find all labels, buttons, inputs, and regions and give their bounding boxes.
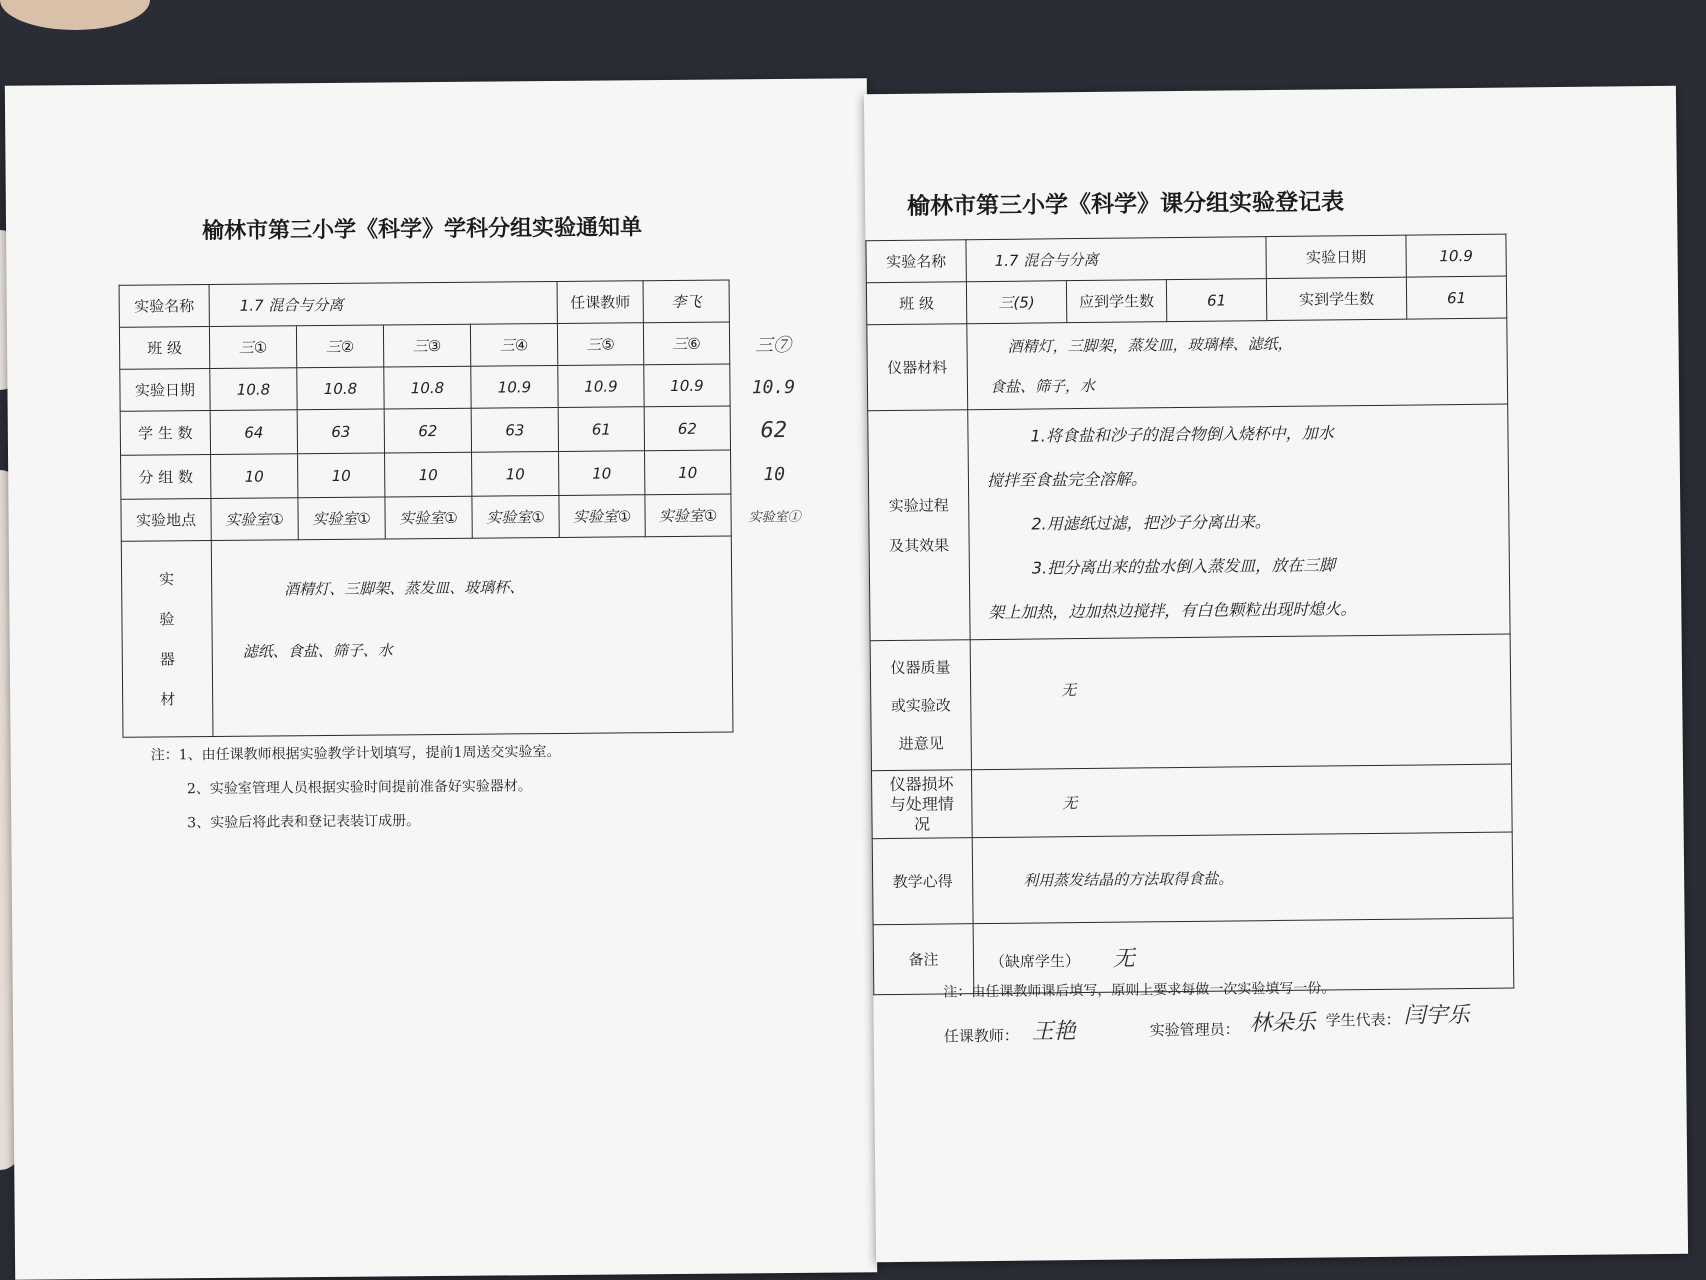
label-experiment-name: 实验名称 <box>866 240 966 283</box>
class-cell: 三⑦ <box>755 334 792 357</box>
location-cell: 实验室① <box>748 509 801 526</box>
date-value: 10.9 <box>1406 234 1506 277</box>
students-cell: 62 <box>760 417 788 444</box>
equipment-line: 滤纸、食盐、筛子、水 <box>242 641 393 661</box>
class-cell: 三④ <box>470 323 557 366</box>
teacher-signature: 王艳 <box>1031 1019 1076 1045</box>
student-signature: 闫宇乐 <box>1403 1002 1470 1029</box>
groups-cell: 10 <box>385 452 472 497</box>
class-cell: 三① <box>209 326 296 369</box>
groups-cell: 10 <box>645 450 731 495</box>
process-line: 3.把分离出来的盐水倒入蒸发皿，放在三脚 <box>1031 554 1336 578</box>
date-cell: 10.9 <box>558 365 644 408</box>
label-process-line: 实验过程 <box>888 495 949 515</box>
label-process <box>868 410 970 641</box>
label-date: 实验日期 <box>1266 235 1406 278</box>
register-footer-note: 注：由任课教师课后填写，原则上要求每做一次实验填写一份。 <box>943 980 1336 1001</box>
students-cell: 63 <box>297 409 384 454</box>
materials-value <box>967 318 1508 410</box>
experiment-name-value: 1.7 混合与分离 <box>966 237 1266 282</box>
label-class: 班 级 <box>119 327 209 370</box>
extra-class-column <box>737 325 811 540</box>
groups-cell: 10 <box>211 454 298 499</box>
equipment-line: 酒精灯、三脚架、蒸发皿、玻璃杯、 <box>284 578 525 599</box>
equipment-value <box>211 536 733 737</box>
notice-form-title: 榆林市第三小学《科学》学科分组实验通知单 <box>201 215 643 245</box>
location-cell: 实验室① <box>211 498 298 541</box>
materials-line: 酒精灯，三脚架，蒸发皿，玻璃棒、滤纸， <box>1007 334 1293 356</box>
label-equipment-char: 材 <box>160 689 176 708</box>
reflection-value: 利用蒸发结晶的方法取得食盐。 <box>972 832 1513 924</box>
class-cell: 三⑥ <box>643 322 729 365</box>
label-equipment-char: 验 <box>159 609 175 628</box>
label-actual-students: 实到学生数 <box>1266 277 1406 320</box>
actual-students-value: 61 <box>1406 276 1506 319</box>
date-cell: 10.9 <box>644 364 730 407</box>
students-cell: 64 <box>210 410 297 455</box>
label-damage <box>871 770 972 839</box>
experiment-name-value: 1.7 混合与分离 <box>209 281 557 326</box>
label-class: 班 级 <box>866 282 966 325</box>
date-cell: 10.8 <box>210 368 297 411</box>
notice-form-sheet <box>5 78 877 1279</box>
date-cell: 10.8 <box>384 366 471 409</box>
groups-cell: 10 <box>472 451 559 496</box>
groups-cell: 10 <box>763 463 786 486</box>
teacher-value: 李飞 <box>643 280 729 323</box>
damage-value: 无 <box>971 764 1512 838</box>
label-reflection: 教学心得 <box>872 838 973 925</box>
label-date: 实验日期 <box>120 369 210 412</box>
label-remarks: 备注 <box>873 924 974 995</box>
expected-students-value: 61 <box>1166 279 1266 322</box>
students-cell: 61 <box>558 407 644 452</box>
materials-line: 食盐、筛子，水 <box>989 376 1096 396</box>
process-line: 1.将食盐和沙子的混合物倒入烧杯中，加水 <box>1030 422 1334 446</box>
register-form-table <box>865 234 1514 996</box>
date-cell: 10.8 <box>297 367 384 410</box>
students-cell: 62 <box>644 406 730 451</box>
date-cell: 10.9 <box>471 365 558 408</box>
location-cell: 实验室① <box>385 496 472 539</box>
label-location: 实验地点 <box>121 499 211 542</box>
label-damage-line: 况 <box>913 814 931 834</box>
label-materials: 仪器材料 <box>867 324 968 411</box>
location-cell: 实验室① <box>298 497 385 540</box>
admin-signature-label: 实验管理员： <box>1149 1020 1240 1040</box>
label-quality-line: 或实验改 <box>890 695 951 715</box>
notice-note-3: 3、实验后将此表和登记表装订成册。 <box>187 813 421 832</box>
label-quality-line: 进意见 <box>898 733 944 753</box>
register-form-sheet <box>864 86 1688 1262</box>
background-blob <box>0 0 150 30</box>
location-cell: 实验室① <box>559 495 645 538</box>
process-value <box>968 404 1510 640</box>
register-form-title: 榆林市第三小学《科学》课分组实验登记表 <box>906 189 1345 220</box>
notice-note-1: 注：1、由任课教师根据实验教学计划填写，提前1周送交实验室。 <box>150 743 561 764</box>
label-quality-line: 仪器质量 <box>890 657 951 677</box>
label-quality <box>870 640 971 771</box>
process-line: 架上加热，边加热边搅拌，有白色颗粒出现时熄火。 <box>988 598 1357 622</box>
remarks-hand: 无 <box>1112 946 1135 972</box>
admin-signature: 林朵乐 <box>1249 1010 1316 1037</box>
class-cell: 三② <box>296 325 383 368</box>
date-cell: 10.9 <box>751 376 796 399</box>
notice-form-table <box>119 279 734 737</box>
label-students: 学 生 数 <box>120 411 210 456</box>
quality-value: 无 <box>970 634 1511 770</box>
label-damage-line: 仪器损坏 <box>889 773 954 794</box>
label-equipment-char: 器 <box>159 649 175 668</box>
label-damage-line: 与处理情 <box>889 793 954 814</box>
groups-cell: 10 <box>559 451 645 496</box>
label-experiment-name: 实验名称 <box>119 285 209 328</box>
label-equipment <box>121 540 213 737</box>
process-line: 2.用滤纸过滤，把沙子分离出来。 <box>1031 511 1271 534</box>
groups-cell: 10 <box>298 453 385 498</box>
label-teacher: 任课教师 <box>557 281 643 324</box>
class-cell: 三⑤ <box>557 323 643 366</box>
label-expected-students: 应到学生数 <box>1066 280 1166 323</box>
class-cell: 三③ <box>383 324 470 367</box>
student-signature-label: 学生代表： <box>1325 1010 1401 1030</box>
students-cell: 63 <box>471 407 558 452</box>
location-cell: 实验室① <box>645 494 731 537</box>
label-absent: （缺席学生） <box>989 952 1081 972</box>
label-process-line: 及其效果 <box>889 535 950 555</box>
class-value: 三(5) <box>966 281 1066 324</box>
process-line: 搅拌至食盐完全溶解。 <box>986 468 1148 490</box>
label-groups: 分 组 数 <box>121 455 211 500</box>
students-cell: 62 <box>384 408 471 453</box>
label-equipment-char: 实 <box>159 569 175 588</box>
location-cell: 实验室① <box>472 495 559 538</box>
teacher-signature-label: 任课教师： <box>943 1026 1019 1046</box>
notice-note-2: 2、实验室管理人员根据实验时间提前准备好实验器材。 <box>186 778 532 798</box>
